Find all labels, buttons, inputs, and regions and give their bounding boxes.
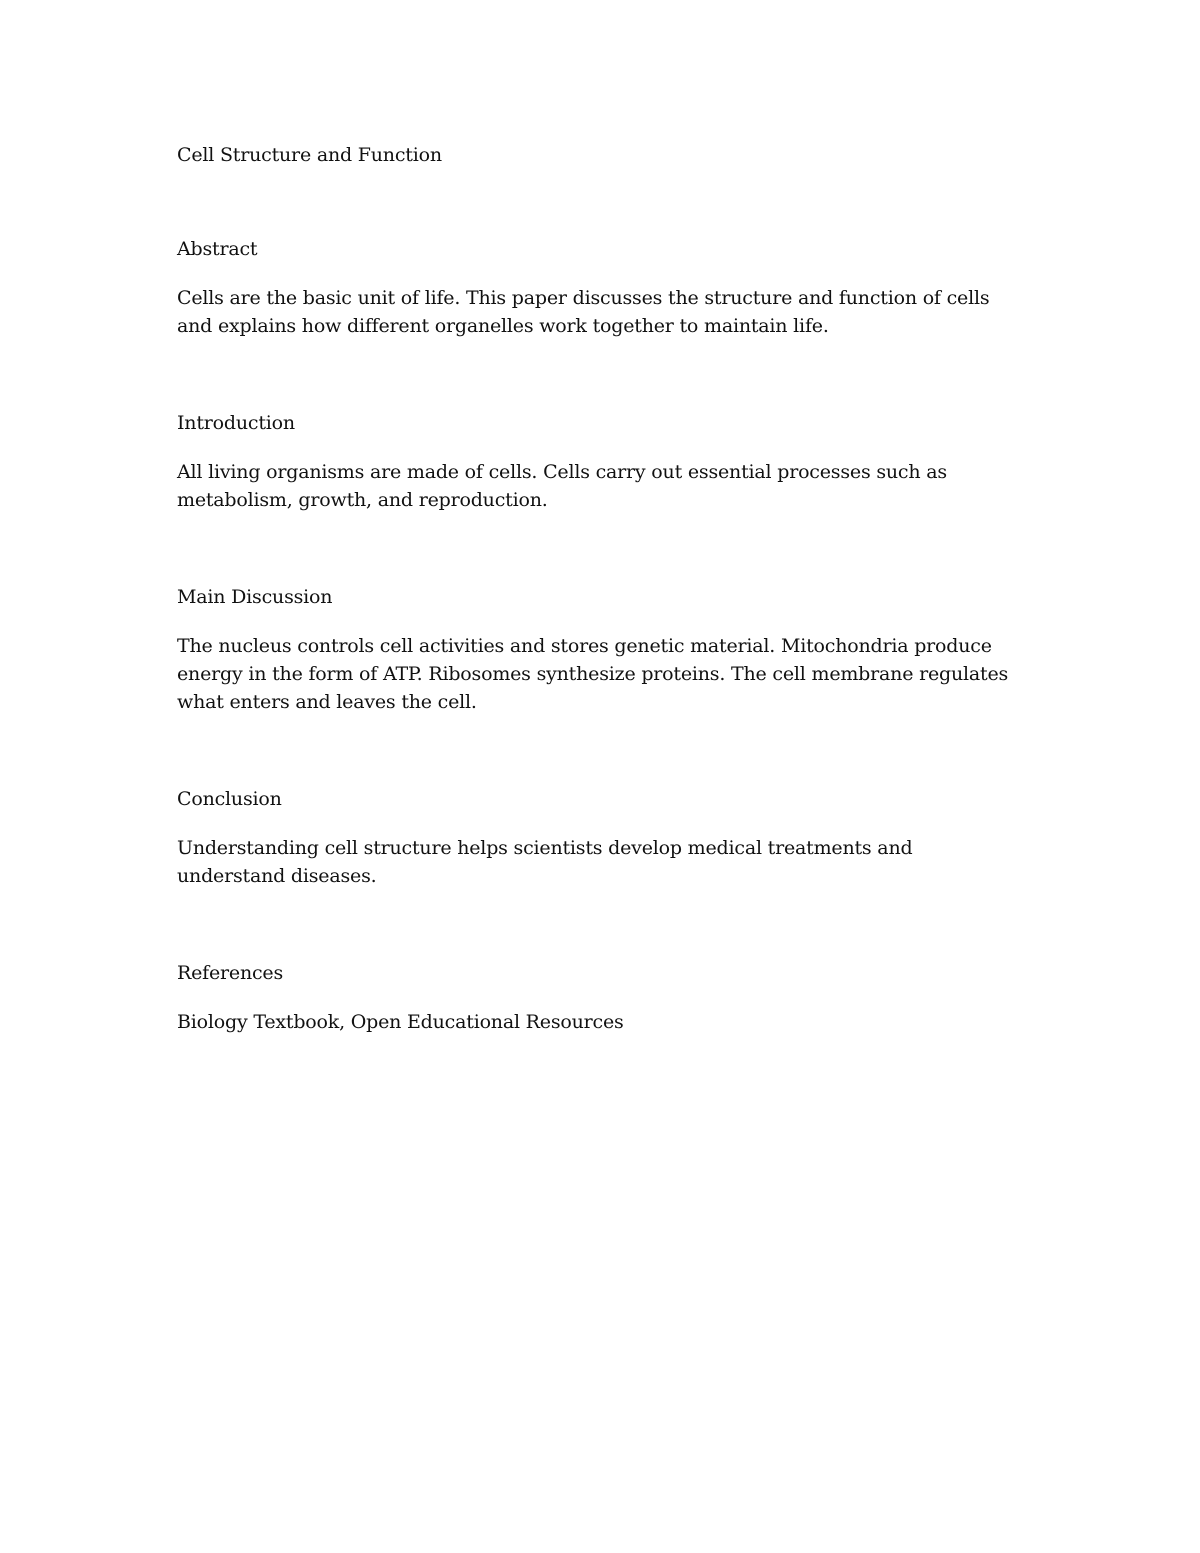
section-body-main-discussion: The nucleus controls cell activities and stores genetic material. Mitochondria produce energy in the form of ATP. Ribosomes synthesize proteins. The cell membrane regulates what enters and leaves the cell. (177, 635, 1009, 713)
document-content (177, 141, 1017, 1105)
section-heading-conclusion: Conclusion (177, 788, 282, 810)
section-body-abstract: Cells are the basic unit of life. This paper discusses the structure and function of cells and explains how different organelles work together to maintain life. (177, 287, 990, 337)
section-abstract (177, 235, 1017, 340)
document-title: Cell Structure and Function (177, 144, 442, 166)
section-conclusion (177, 785, 1017, 890)
section-heading-abstract: Abstract (177, 238, 258, 260)
section-heading-main-discussion: Main Discussion (177, 586, 333, 608)
section-main-discussion (177, 583, 1017, 716)
section-body-references: Biology Textbook, Open Educational Resources (177, 1011, 624, 1033)
section-introduction (177, 409, 1017, 514)
section-heading-introduction: Introduction (177, 412, 295, 434)
section-heading-references: References (177, 962, 284, 984)
section-body-conclusion: Understanding cell structure helps scientists develop medical treatments and understand diseases. (177, 837, 913, 887)
section-references (177, 959, 1017, 1036)
section-body-introduction: All living organisms are made of cells. Cells carry out essential processes such as metabolism, growth, and reproduction. (177, 461, 947, 511)
